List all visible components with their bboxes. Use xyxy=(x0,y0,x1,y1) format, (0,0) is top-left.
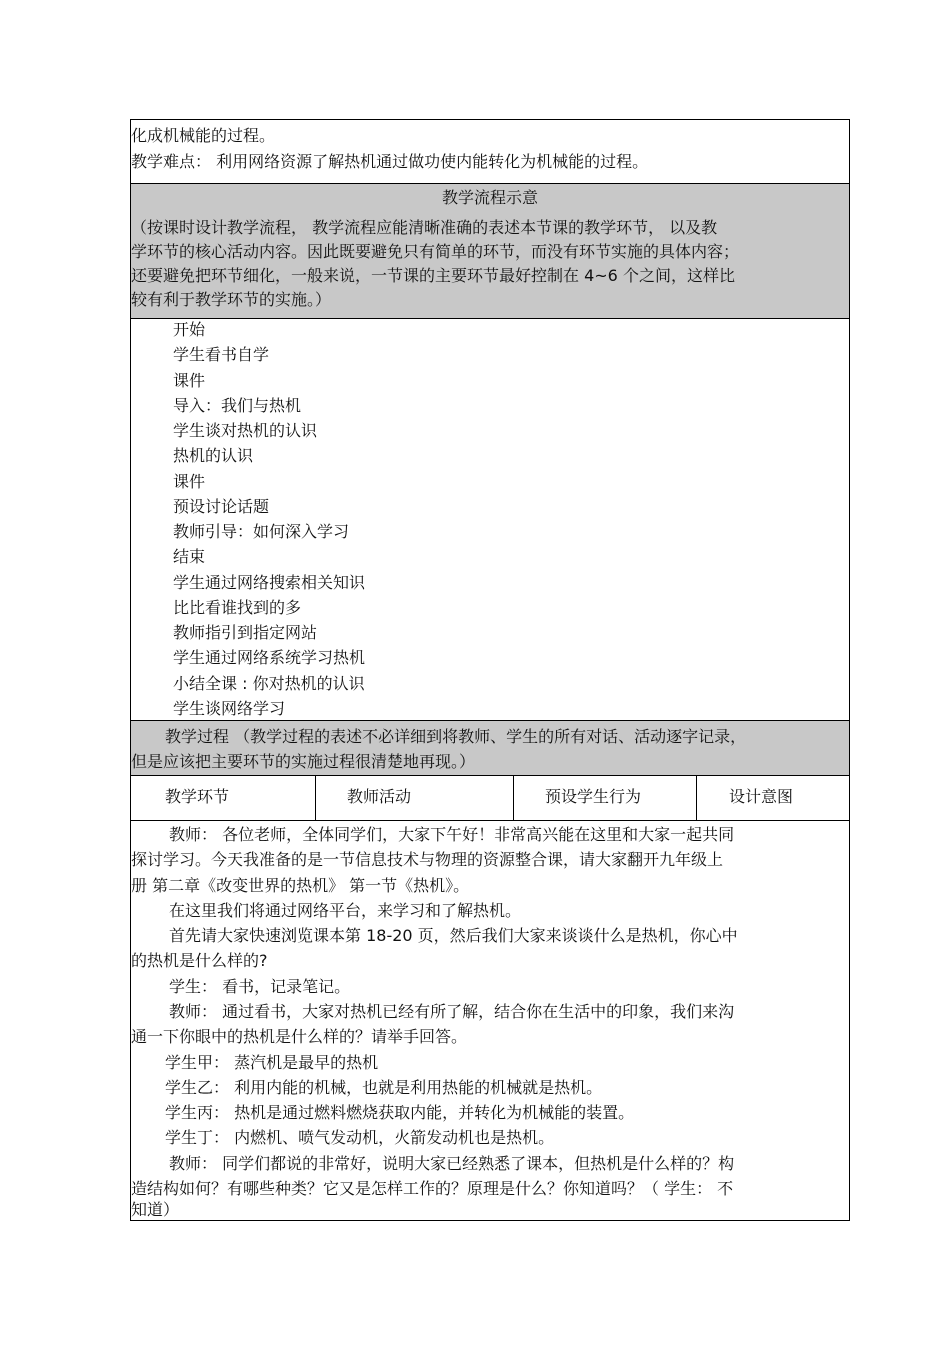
teaching-difficulty: 教学难点： 利用网络资源了解热机通过做功使内能转化为机械能的过程。 xyxy=(131,152,649,171)
process-section-line: 教学过程 （教学过程的表述不必详细到将教师、学生的所有对话、活动逐字记录， xyxy=(165,727,747,746)
dialogue-line: 教师： 通过看书，大家对热机已经有所了解，结合你在生活中的印象，我们来沟 xyxy=(169,1002,735,1021)
lesson-plan-table xyxy=(130,119,850,1221)
flow-item: 导入：我们与热机 xyxy=(173,396,302,415)
flow-item: 教师指引到指定网站 xyxy=(173,623,318,642)
flow-item: 热机的认识 xyxy=(173,446,254,465)
flow-item: 学生看书自学 xyxy=(173,345,270,364)
flow-item: 开始 xyxy=(173,320,206,339)
flow-desc-line: 学环节的核心活动内容。因此既要避免只有简单的环节，而没有环节实施的具体内容； xyxy=(131,242,740,261)
dialogue-line: 探讨学习。今天我准备的是一节信息技术与物理的资源整合课，请大家翻开九年级上 xyxy=(131,850,724,869)
flow-item: 学生谈对热机的认识 xyxy=(173,421,318,440)
flow-item: 课件 xyxy=(173,472,206,491)
flow-item: 教师引导：如何深入学习 xyxy=(173,522,350,541)
table-header-cell: 设计意图 xyxy=(729,787,794,806)
dialogue-line: 知道） xyxy=(131,1200,180,1219)
dialogue-line: 学生丁： 内燃机、喷气发动机，火箭发动机也是热机。 xyxy=(165,1128,555,1147)
flow-desc-line: 较有利于教学环节的实施。） xyxy=(131,290,332,309)
flow-section xyxy=(131,183,849,318)
process-section-line: 但是应该把主要环节的实施过程很清楚地再现。） xyxy=(131,752,476,771)
dialogue-line: 册 第二章《改变世界的热机》 第一节《热机》。 xyxy=(131,876,470,895)
dialogue-line: 教师： 各位老师，全体同学们，大家下午好！非常高兴能在这里和大家一起共同 xyxy=(169,825,735,844)
flow-section-title: 教学流程示意 xyxy=(441,188,538,207)
flow-desc-line: （按课时设计教学流程， 教学流程应能清晰准确的表述本节课的教学环节， 以及教 xyxy=(131,218,718,237)
dialogue-line: 学生： 看书，记录笔记。 xyxy=(169,977,351,996)
dialogue-line: 学生丙： 热机是通过燃料燃烧获取内能，并转化为机械能的装置。 xyxy=(165,1103,635,1122)
flow-item: 课件 xyxy=(173,371,206,390)
dialogue-line: 通一下你眼中的热机是什么样的？请举手回答。 xyxy=(131,1027,468,1046)
dialogue-line: 造结构如何？有哪些种类？它又是怎样工作的？原理是什么？你知道吗？（ 学生： 不 xyxy=(131,1179,734,1198)
table-header-cell: 教师活动 xyxy=(347,787,412,806)
dialogue-line: 首先请大家快速浏览课本第 18-20 页，然后我们大家来谈谈什么是热机，你心中 xyxy=(169,926,738,945)
flow-item: 学生通过网络搜索相关知识 xyxy=(173,573,366,592)
dialogue-line: 在这里我们将通过网络平台，来学习和了解热机。 xyxy=(169,901,522,920)
flow-item: 预设讨论话题 xyxy=(173,497,270,516)
flow-desc-line: 还要避免把环节细化，一般来说，一节课的主要环节最好控制在 4~6 个之间，这样比 xyxy=(131,266,735,285)
flow-item: 学生谈网络学习 xyxy=(173,699,286,718)
flow-item: 结束 xyxy=(173,547,206,566)
flow-item: 学生通过网络系统学习热机 xyxy=(173,648,366,667)
dialogue-line: 的热机是什么样的? xyxy=(131,951,268,970)
intro-line-1: 化成机械能的过程。 xyxy=(131,126,276,145)
flow-item: 小结全课 : 你对热机的认识 xyxy=(173,674,365,693)
dialogue-line: 学生甲： 蒸汽机是最早的热机 xyxy=(165,1053,379,1072)
table-header-row xyxy=(131,776,849,821)
flow-item: 比比看谁找到的多 xyxy=(173,598,302,617)
process-section xyxy=(131,721,849,775)
dialogue-line: 教师： 同学们都说的非常好，说明大家已经熟悉了课本，但热机是什么样的？构 xyxy=(169,1154,735,1173)
dialogue-line: 学生乙： 利用内能的机械，也就是利用热能的机械就是热机。 xyxy=(165,1078,603,1097)
table-header-cell: 预设学生行为 xyxy=(545,787,642,806)
dialogue-content xyxy=(131,821,849,1221)
flow-items xyxy=(131,319,849,720)
table-header-cell: 教学环节 xyxy=(165,787,230,806)
